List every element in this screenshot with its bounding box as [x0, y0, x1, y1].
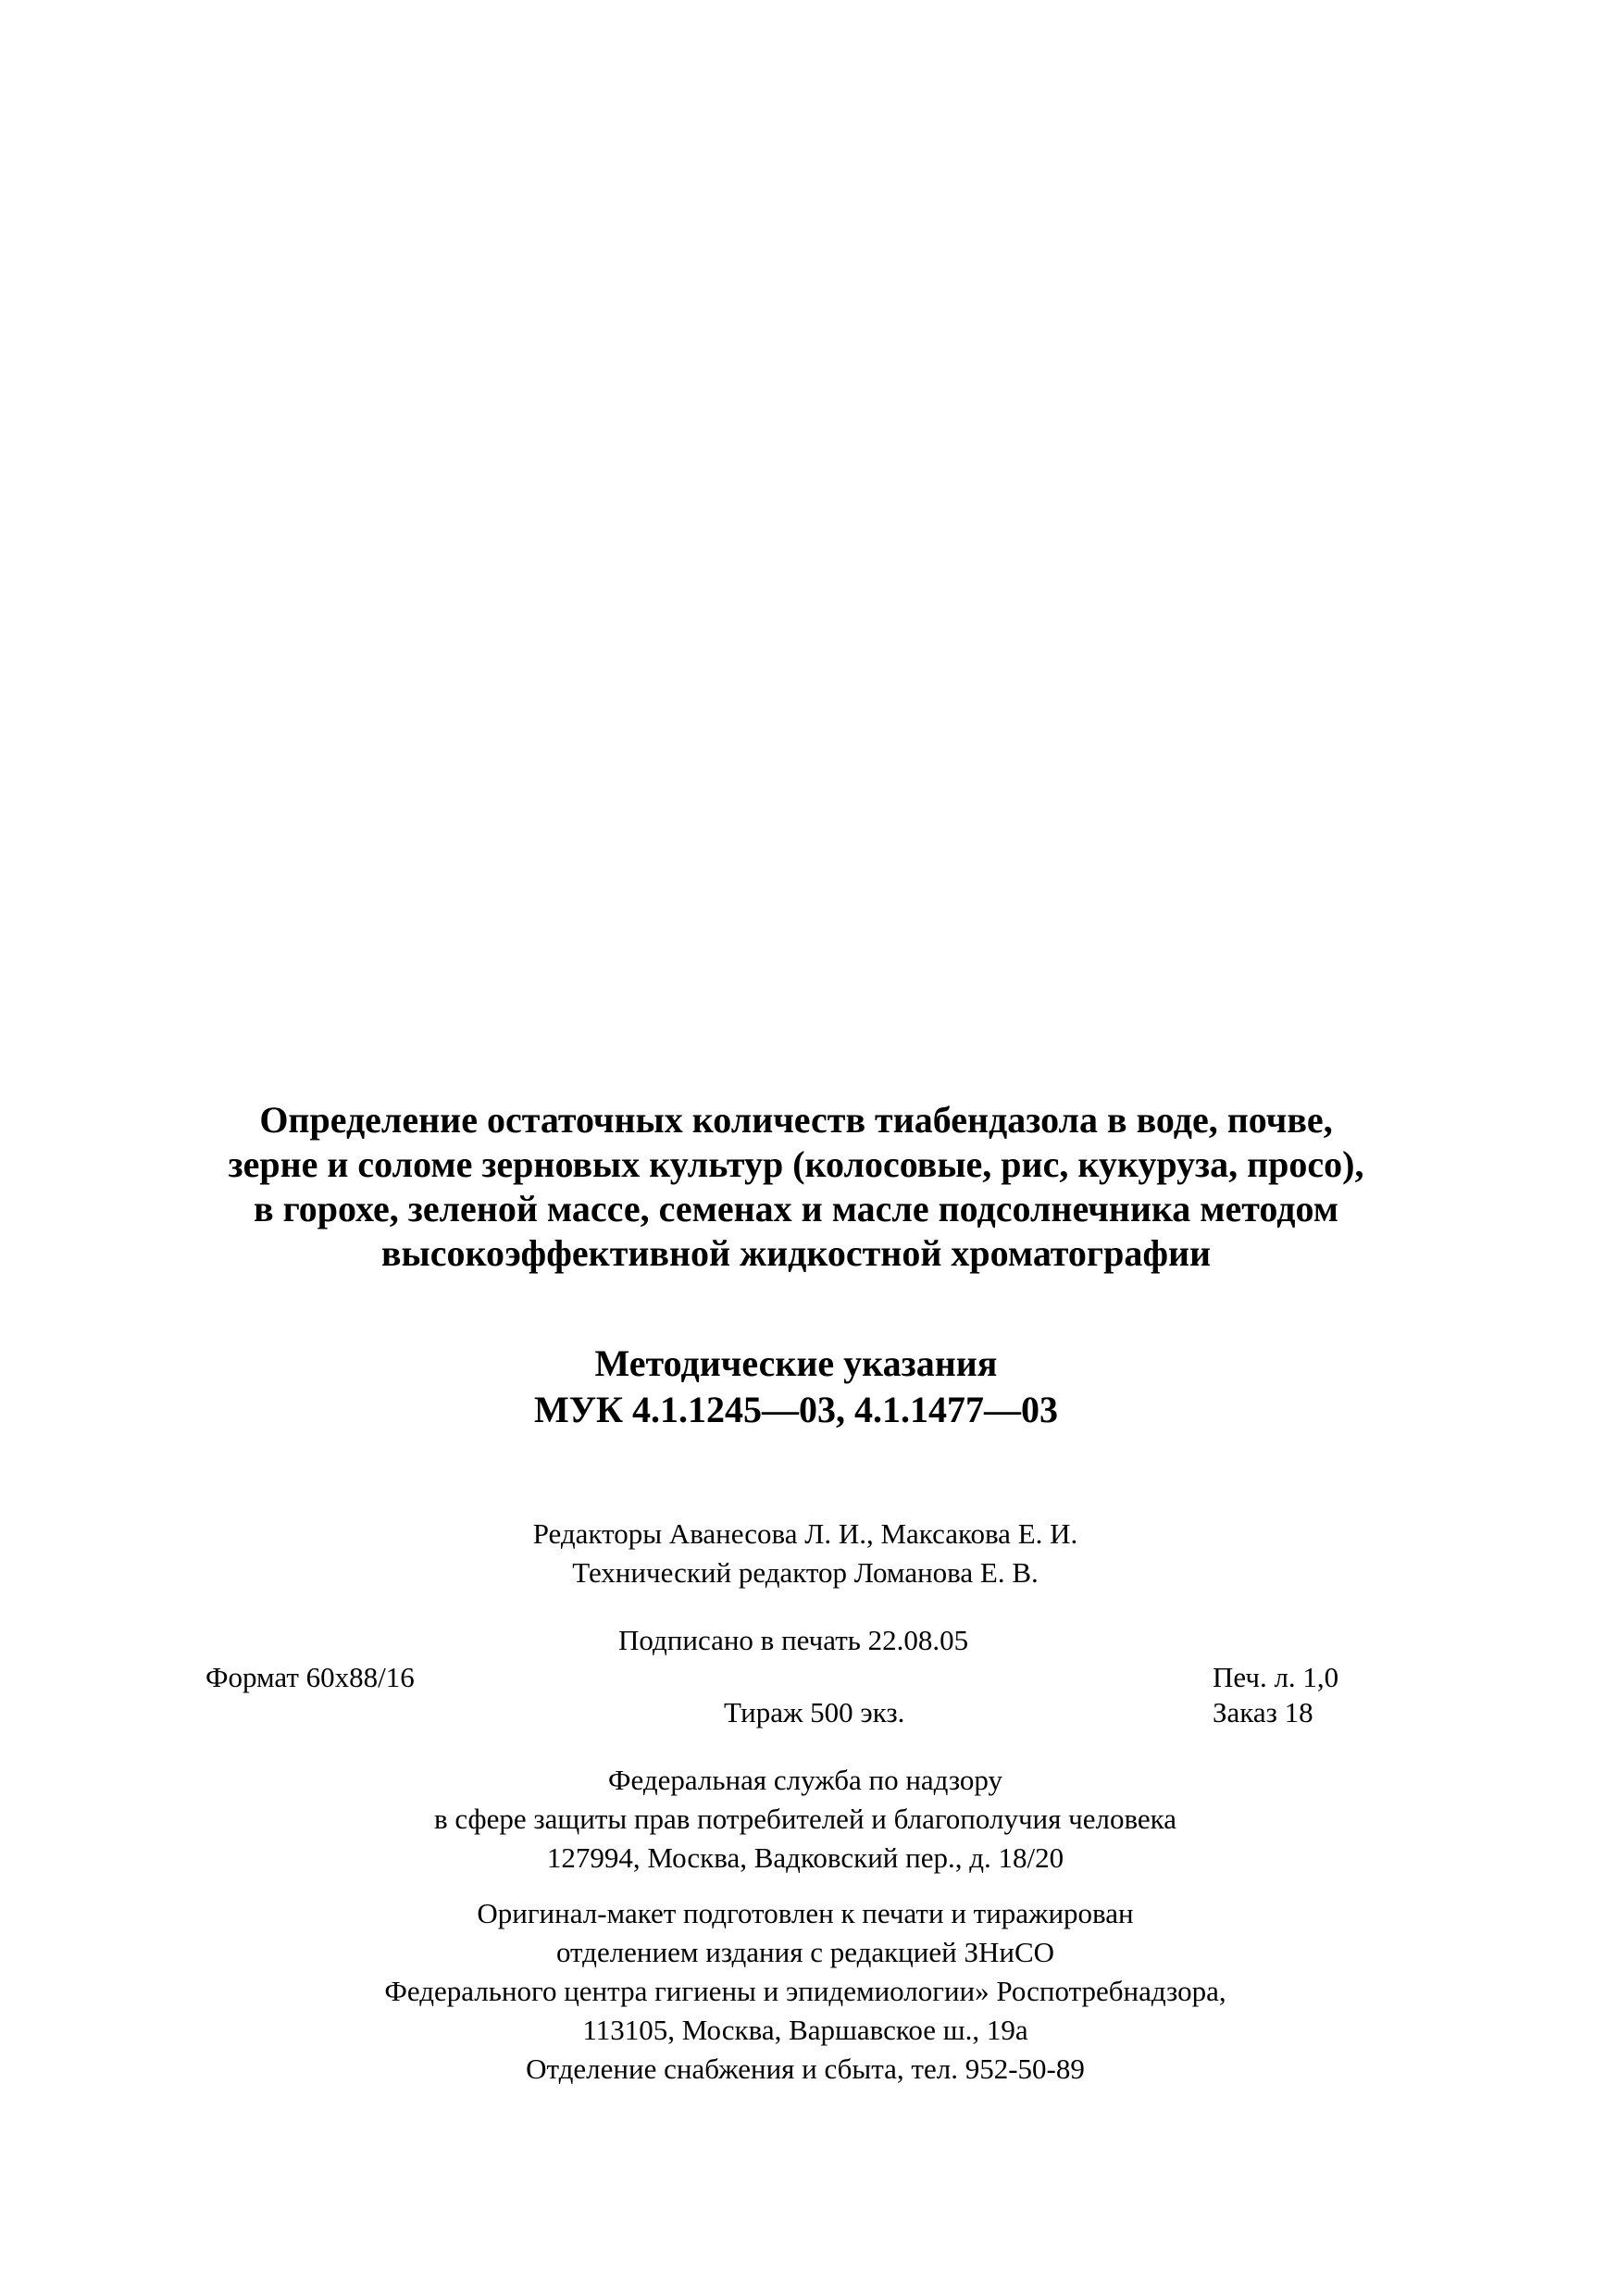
technical-editor-line: Технический редактор Ломанова Е. В.: [572, 1556, 1039, 1589]
publisher-address: 127994, Москва, Вадковский пер., д. 18/20: [546, 1841, 1064, 1874]
format-info: Формат 60x88/16: [205, 1661, 415, 1693]
title-line: высокоэффективной жидкостной хроматографии: [380, 1232, 1212, 1274]
publisher-block: [148, 1761, 1462, 1878]
publisher-line: Федеральная служба по надзору: [608, 1764, 1002, 1796]
print-sheets-info: Печ. л. 1,0: [1213, 1661, 1339, 1693]
editors-line: Редакторы Аванесова Л. И., Максакова Е. И.: [532, 1517, 1078, 1550]
publisher-line: в сфере защиты прав потребителей и благополучия человека: [433, 1803, 1177, 1835]
order-info: Заказ 18: [1213, 1696, 1313, 1728]
document-title: [148, 1098, 1444, 1276]
document-subtitle: [148, 1341, 1444, 1433]
title-line: зерне и соломе зерновых культур (колосовые, рис, кукуруза, просо),: [228, 1143, 1364, 1185]
print-run-info: Тираж 500 экз.: [724, 1696, 905, 1728]
layout-line: Федерального центра гигиены и эпидемиологии» Роспотребнадзора,: [384, 1975, 1226, 2007]
layout-line: Оригинал-макет подготовлен к печати и тиражирован: [477, 1897, 1134, 1929]
signed-to-print: Подписано в печать 22.08.05: [618, 1624, 969, 1656]
title-line: Определение остаточных количеств тиабендазола в воде, почве,: [259, 1099, 1333, 1141]
document-type: Методические указания: [594, 1342, 998, 1384]
layout-line: отделением издания с редакцией ЗНиСО: [555, 1936, 1055, 1968]
title-line: в горохе, зеленой массе, семенах и масле подсолнечника методом: [253, 1188, 1338, 1229]
document-code: МУК 4.1.1245—03, 4.1.1477—03: [533, 1389, 1059, 1430]
sales-contact: Отделение снабжения и сбыта, тел. 952-50-89: [526, 2053, 1085, 2085]
layout-address: 113105, Москва, Варшавское ш., 19а: [582, 2014, 1028, 2046]
editors-block: [148, 1515, 1462, 1592]
layout-prepared-block: [148, 1894, 1462, 2089]
